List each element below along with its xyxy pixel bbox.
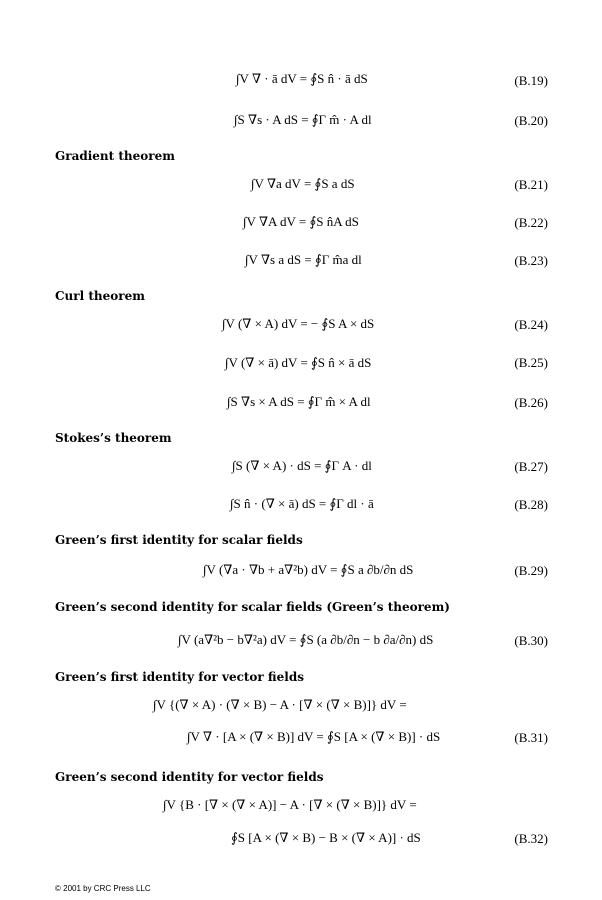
section-heading-green1-scalar: Green’s first identity for scalar fields bbox=[55, 533, 303, 547]
equation-b31-line2: ∫V ∇ · [A × (∇ × B)] dV = ∮S [A × (∇ × B)] · dS bbox=[187, 729, 441, 744]
equation-b29: ∫V (∇a · ∇b + a∇²b) dV = ∮S a ∂b/∂n dS bbox=[203, 562, 414, 577]
section-heading-green2-scalar: Green’s second identity for scalar fields (Green’s theorem) bbox=[55, 600, 450, 614]
equation-number: (B.22) bbox=[514, 215, 548, 230]
equation-b22: ∫V ∇A dV = ∮S n̂A dS bbox=[243, 214, 359, 229]
equation-b27: ∫S (∇ × A) · dS = ∮Γ A · dl bbox=[232, 458, 372, 473]
equation-b28: ∫S n̂ · (∇ × ā) dS = ∮Γ dl · ā bbox=[230, 496, 374, 511]
equation-b19: ∫V ∇ · ā dV = ∮S n̂ · ā dS bbox=[236, 71, 368, 86]
copyright-footer: © 2001 by CRC Press LLC bbox=[55, 884, 151, 893]
section-heading-curl: Curl theorem bbox=[55, 289, 145, 303]
equation-b25: ∫V (∇ × ā) dV = ∮S n̂ × ā dS bbox=[225, 355, 372, 370]
equation-number: (B.27) bbox=[514, 459, 548, 474]
equation-number: (B.20) bbox=[514, 113, 548, 128]
equation-number: (B.29) bbox=[514, 563, 548, 578]
equation-b32-line2: ∮S [A × (∇ × B) − B × (∇ × A)] · dS bbox=[231, 830, 421, 845]
equation-b26: ∫S ∇s × A dS = ∮Γ m̂ × A dl bbox=[227, 394, 371, 409]
equation-number: (B.28) bbox=[514, 497, 548, 512]
equation-number: (B.19) bbox=[514, 73, 548, 88]
equation-b23: ∫V ∇s a dS = ∮Γ m̂a dl bbox=[245, 252, 362, 267]
section-heading-green2-vector: Green’s second identity for vector fields bbox=[55, 770, 324, 784]
equation-number: (B.26) bbox=[514, 395, 548, 410]
equation-b24: ∫V (∇ × A) dV = − ∮S A × dS bbox=[222, 316, 375, 331]
equation-b21: ∫V ∇a dV = ∮S a dS bbox=[251, 176, 355, 191]
equation-b31-line1: ∫V {(∇ × A) · (∇ × B) − A · [∇ × (∇ × B)]} dV = bbox=[153, 697, 407, 712]
equation-number: (B.24) bbox=[514, 317, 548, 332]
equation-number: (B.30) bbox=[514, 633, 548, 648]
section-heading-gradient: Gradient theorem bbox=[55, 149, 175, 163]
section-heading-green1-vector: Green’s first identity for vector fields bbox=[55, 670, 304, 684]
equation-number: (B.32) bbox=[514, 831, 548, 846]
equation-b20: ∫S ∇s · A dS = ∮Γ m̂ · A dl bbox=[234, 112, 372, 127]
equation-number: (B.31) bbox=[514, 730, 548, 745]
equation-number: (B.25) bbox=[514, 355, 548, 370]
equation-number: (B.23) bbox=[514, 253, 548, 268]
section-heading-stokes: Stokes’s theorem bbox=[55, 431, 172, 445]
equation-b30: ∫V (a∇²b − b∇²a) dV = ∮S (a ∂b/∂n − b ∂a/∂n) dS bbox=[178, 632, 434, 647]
equation-number: (B.21) bbox=[514, 177, 548, 192]
equation-b32-line1: ∫V {B · [∇ × (∇ × A)] − A · [∇ × (∇ × B)]} dV = bbox=[163, 797, 417, 812]
